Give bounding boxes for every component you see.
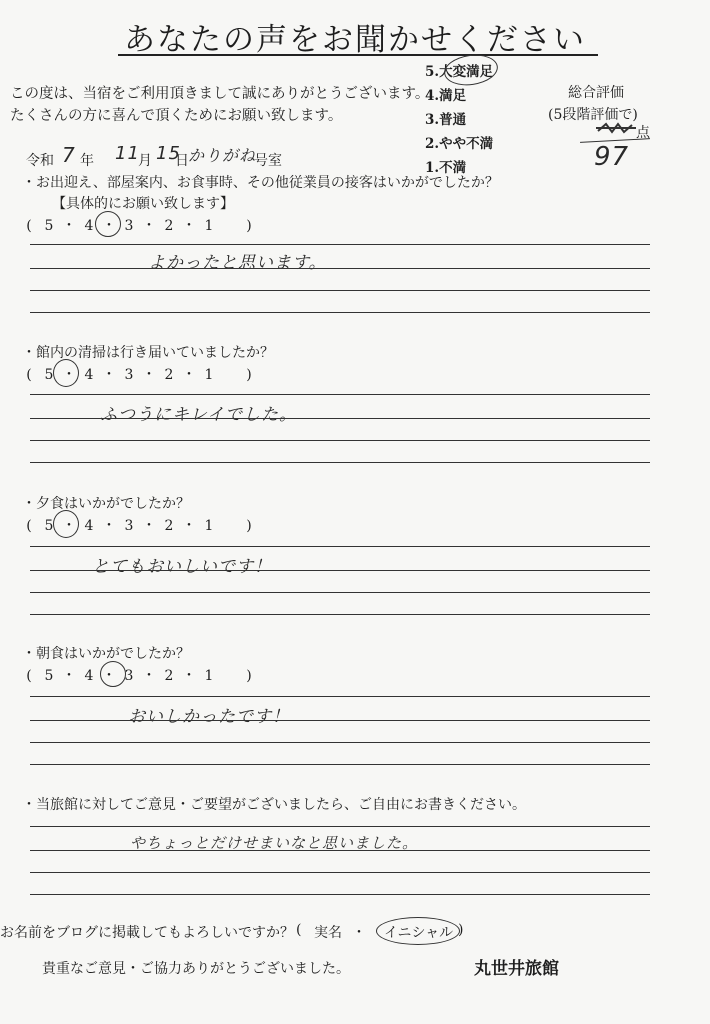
overall-heading: 総合評価: [568, 85, 624, 101]
date-era: 令和: [26, 153, 54, 169]
overall-score: 97: [594, 142, 630, 172]
question-4-answer: おいしかったです！: [128, 707, 290, 727]
intro-line-1: この度は、当宿をご利用頂きまして誠にありがとうございます。: [10, 86, 430, 102]
blog-selection-circle: [376, 917, 460, 945]
inn-name: 丸世井旅館: [474, 959, 559, 979]
answer-line: [30, 244, 650, 245]
answer-line: [30, 592, 650, 593]
choice-1: 1: [204, 668, 214, 684]
question-1-note: 【具体的にお願い致します】: [52, 196, 234, 212]
question-4: ・朝食はいかがでしたか？: [22, 646, 190, 662]
title-underline: [118, 54, 598, 56]
question-3-selection-circle: [53, 510, 79, 538]
date-day-value: 15: [156, 143, 181, 164]
answer-line: [30, 394, 650, 395]
answer-line: [30, 872, 650, 873]
choice-1: 1: [204, 518, 214, 534]
thanks-message: 貴重なご意見・ご協力ありがとうございました。: [42, 961, 350, 977]
answer-line: [30, 462, 650, 463]
question-3-choices: ( 5 ・ 4 ・ 3 ・ 2 ・ 1 ): [26, 518, 252, 534]
question-4-choices: ( 5 ・ 4 ・ 3 ・ 2 ・ 1 ): [26, 668, 252, 684]
answer-line: [30, 312, 650, 313]
choice-4: 4: [84, 218, 94, 234]
scale-level-5: 5.大変満足: [425, 64, 494, 80]
choice-5: 5: [44, 668, 54, 684]
page-title: あなたの声をお聞かせください: [124, 22, 586, 58]
choice-5: 5: [44, 218, 54, 234]
intro-line-2: たくさんの方に喜んで頂くためにお願い致します。: [10, 108, 343, 124]
date-month-label: 月: [138, 153, 152, 169]
answer-line: [30, 570, 650, 571]
answer-line: [30, 850, 650, 851]
choice-3: 3: [124, 668, 134, 684]
free-comment-prompt: ・当旅館に対してご意見・ご要望がございましたら、ご自由にお書きください。: [22, 797, 526, 813]
choice-5: 5: [44, 367, 54, 383]
answer-line: [30, 614, 650, 615]
choice-1: 1: [204, 367, 214, 383]
choice-2: 2: [164, 668, 174, 684]
question-3: ・夕食はいかがでしたか？: [22, 496, 190, 512]
answer-line: [30, 764, 650, 765]
room-label: 号室: [254, 153, 282, 169]
question-4-selection-circle: [100, 661, 126, 687]
scale-level-4: 4.満足: [425, 88, 467, 104]
date-year-label: 年: [80, 153, 94, 169]
overall-unit: 点: [636, 125, 650, 141]
room-value: かりがね: [188, 146, 257, 165]
blog-option-separator: ・: [352, 925, 366, 941]
question-1-answer: よかったと思います。: [148, 253, 327, 273]
choice-4: 4: [84, 518, 94, 534]
choice-2: 2: [164, 518, 174, 534]
date-day-label: 日: [175, 153, 189, 169]
answer-line: [30, 742, 650, 743]
answer-line: [30, 696, 650, 697]
scale-level-2: 2.やや不満: [425, 136, 494, 152]
choice-3: 3: [124, 367, 134, 383]
answer-line: [30, 894, 650, 895]
answer-line: [30, 290, 650, 291]
question-2-answer: ふつうにキレイでした。: [100, 405, 297, 425]
choice-4: 4: [84, 367, 94, 383]
date-year-value: 7: [62, 143, 76, 167]
blog-close-paren: ): [458, 922, 464, 938]
answer-line: [30, 440, 650, 441]
answer-line: [30, 268, 650, 269]
question-1-selection-circle: [95, 211, 121, 237]
answer-line: [30, 826, 650, 827]
question-1-choices: ( 5 ・ 4 ・ 3 ・ 2 ・ 1 ): [26, 218, 252, 234]
question-2-choices: ( 5 ・ 4 ・ 3 ・ 2 ・ 1 ): [26, 367, 252, 383]
overall-sub: (5段階評価で): [548, 107, 638, 123]
free-comment-answer: やちょっとだけせまいなと思いました。: [130, 834, 419, 852]
answer-line: [30, 546, 650, 547]
answer-line: [30, 418, 650, 419]
choice-5: 5: [44, 518, 54, 534]
choice-3: 3: [124, 518, 134, 534]
blog-open-paren: (: [296, 922, 302, 938]
choice-2: 2: [164, 218, 174, 234]
struck-out-score: [596, 120, 636, 134]
scale-level-3: 3.普通: [425, 112, 467, 128]
date-month-value: 11: [115, 143, 140, 164]
blog-option-initial: イニシャル: [384, 925, 454, 941]
answer-line: [30, 720, 650, 721]
blog-question: お名前をブログに掲載してもよろしいですか？: [0, 925, 294, 941]
question-3-answer: とてもおいしいです！: [92, 557, 272, 577]
choice-4: 4: [84, 668, 94, 684]
choice-2: 2: [164, 367, 174, 383]
choice-1: 1: [204, 218, 214, 234]
question-2: ・館内の清掃は行き届いていましたか？: [22, 345, 274, 361]
blog-option-real-name: 実名: [314, 925, 342, 941]
question-2-selection-circle: [53, 359, 79, 387]
choice-3: 3: [124, 218, 134, 234]
scale-level-1: 1.不満: [425, 160, 467, 176]
question-1: ・お出迎え、部屋案内、お食事時、その他従業員の接客はいかがでしたか？: [22, 175, 499, 191]
